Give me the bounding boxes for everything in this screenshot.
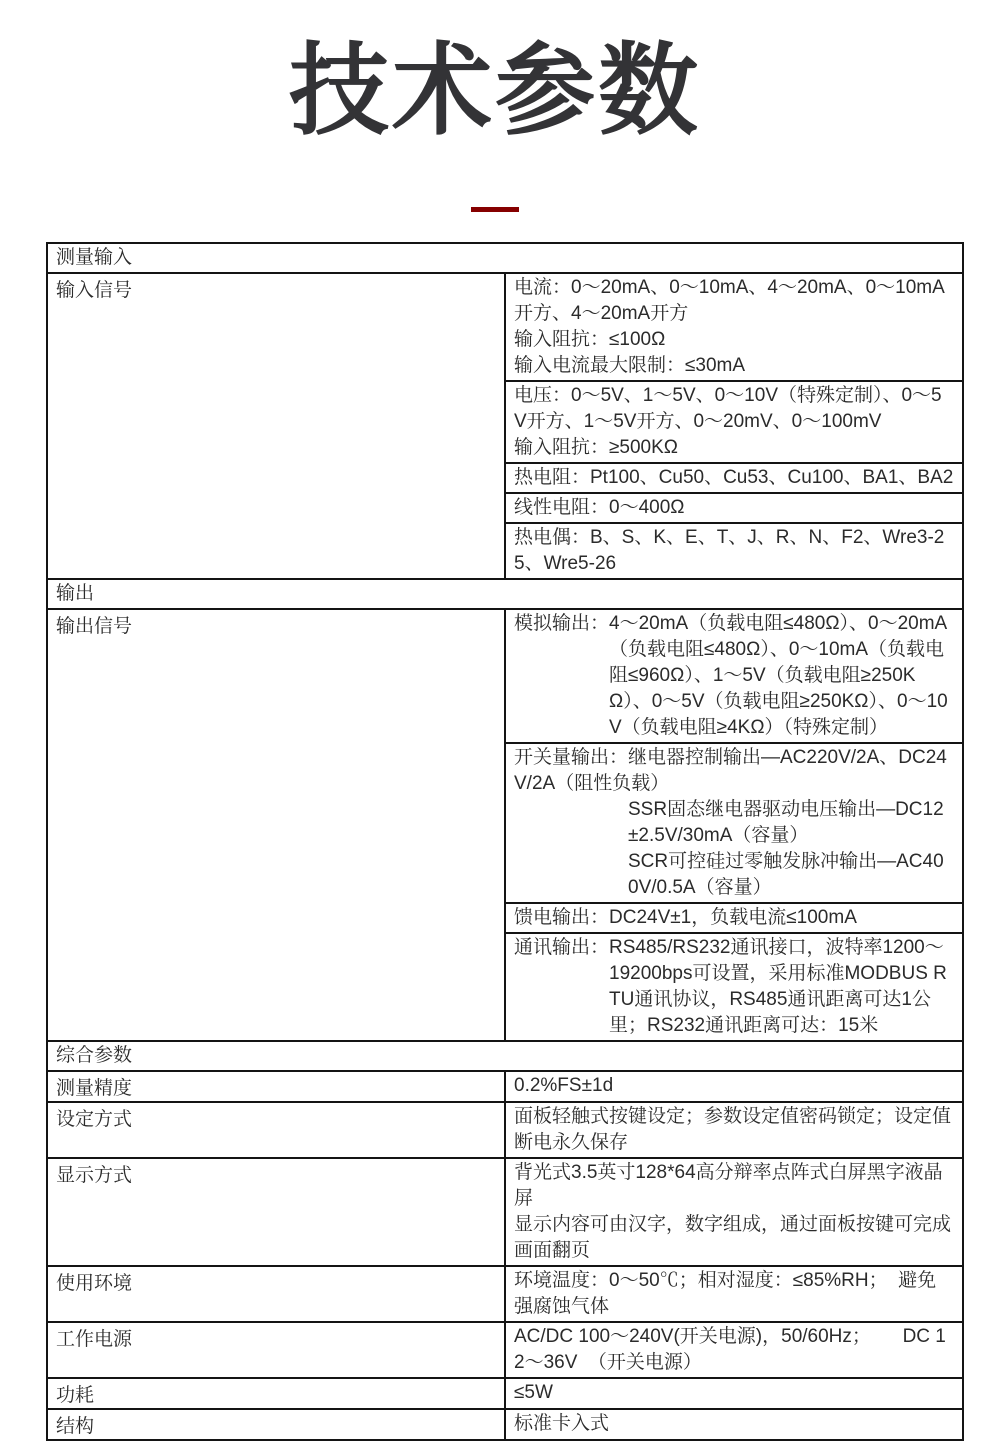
spec-line-rtd: 热电阻：Pt100、Cu50、Cu53、Cu100、BA1、BA2	[514, 467, 954, 488]
spec-table	[46, 242, 964, 1441]
spec-line-thermocouple: 热电偶：B、S、K、E、T、J、R、N、F2、Wre3-25、Wre5-26	[514, 527, 945, 574]
section-row-general	[47, 1041, 963, 1071]
cell-voltage-input	[505, 381, 963, 463]
row-label-environment: 使用环境	[47, 1266, 505, 1322]
table-row	[47, 609, 963, 743]
spec-line-linear-resistance: 线性电阻：0～400Ω	[514, 497, 685, 518]
spec-line-current-limit: 输入电流最大限制：≤30mA	[514, 355, 746, 376]
row-label-input-signal: 输入信号	[47, 273, 505, 579]
cell-power-consumption	[505, 1378, 963, 1409]
cell-switch-output	[505, 743, 963, 903]
spec-line-power-consumption: ≤5W	[514, 1382, 553, 1403]
spec-line-current: 电流：0～20mA、0～10mA、4～20mA、0～10mA开方、4～20mA开方	[514, 277, 945, 324]
cell-analog-output	[505, 609, 963, 743]
table-row	[47, 1071, 963, 1102]
cell-thermocouple	[505, 523, 963, 579]
table-row	[47, 1266, 963, 1322]
section-header-general: 综合参数	[47, 1041, 963, 1071]
spec-line-structure: 标准卡入式	[514, 1413, 610, 1434]
spec-line-display-screen: 背光式3.5英寸128*64高分辩率点阵式白屏黑字液晶屏	[514, 1162, 943, 1209]
row-label-power-consumption: 功耗	[47, 1378, 505, 1409]
section-header-measure-input: 测量输入	[47, 243, 963, 273]
cell-environment	[505, 1266, 963, 1322]
cell-setting-method	[505, 1102, 963, 1158]
spec-line-feed-output: 馈电输出：DC24V±1，负载电流≤100mA	[514, 907, 857, 928]
row-label-accuracy: 测量精度	[47, 1071, 505, 1102]
spec-line-input-impedance: 输入阻抗：≤100Ω	[514, 329, 666, 350]
cell-current-input	[505, 273, 963, 381]
section-header-output: 输出	[47, 579, 963, 609]
title-divider	[471, 207, 519, 212]
spec-line-display-content: 显示内容可由汉字，数字组成，通过面板按键可完成画面翻页	[514, 1214, 952, 1261]
table-row	[47, 1158, 963, 1266]
spec-line-voltage-impedance: 输入阻抗：≥500KΩ	[514, 437, 679, 458]
cell-structure	[505, 1409, 963, 1440]
spec-line-setting-method: 面板轻触式按键设定；参数设定值密码锁定；设定值断电永久保存	[514, 1106, 952, 1153]
section-row-output	[47, 579, 963, 609]
table-row	[47, 273, 963, 381]
cell-display-method	[505, 1158, 963, 1266]
row-label-power-supply: 工作电源	[47, 1322, 505, 1378]
row-label-structure: 结构	[47, 1409, 505, 1440]
table-row	[47, 1409, 963, 1440]
cell-linear-resistance	[505, 493, 963, 523]
spec-line-ssr-output: SSR固态继电器驱动电压输出—DC12±2.5V/30mA（容量）	[628, 799, 944, 846]
cell-comm-output	[505, 933, 963, 1041]
row-label-display-method: 显示方式	[47, 1158, 505, 1266]
spec-line-environment: 环境温度：0～50℃；相对湿度：≤85%RH； 避免强腐蚀气体	[514, 1270, 937, 1317]
table-row	[47, 1378, 963, 1409]
spec-line-accuracy: 0.2%FS±1d	[514, 1075, 614, 1096]
spec-line-voltage: 电压：0～5V、1～5V、0～10V（特殊定制）、0～5V开方、1～5V开方、0～20mV、0～100mV	[514, 385, 942, 432]
section-row-measure-input	[47, 243, 963, 273]
cell-power-supply	[505, 1322, 963, 1378]
spec-line-scr-output: SCR可控硅过零触发脉冲输出—AC400V/0.5A（容量）	[628, 851, 944, 898]
page-title: 技术参数	[289, 35, 701, 147]
table-row	[47, 1322, 963, 1378]
cell-rtd	[505, 463, 963, 493]
spec-line-power-supply: AC/DC 100～240V(开关电源)，50/60Hz； DC 12～36V （开关电源）	[514, 1326, 946, 1373]
row-label-output-signal: 输出信号	[47, 609, 505, 1041]
spec-line-analog-output: 模拟输出：4～20mA（负载电阻≤480Ω）、0～20mA（负载电阻≤480Ω）、0～10mA（负载电阻≤960Ω）、1～5V（负载电阻≥250KΩ）、0～5V（负载电阻≥250KΩ）、0～10V（负载电阻≥4KΩ）（特殊定制）	[514, 613, 948, 738]
row-label-setting-method: 设定方式	[47, 1102, 505, 1158]
cell-feed-output	[505, 903, 963, 933]
spec-line-relay-output: 开关量输出：继电器控制输出—AC220V/2A、DC24V/2A（阻性负载）	[514, 747, 947, 794]
table-row	[47, 1102, 963, 1158]
cell-accuracy	[505, 1071, 963, 1102]
spec-line-comm-output: 通讯输出：RS485/RS232通讯接口，波特率1200～19200bps可设置，采用标准MODBUS RTU通讯协议，RS485通讯距离可达1公里；RS232通讯距离可达：15米	[514, 937, 947, 1036]
